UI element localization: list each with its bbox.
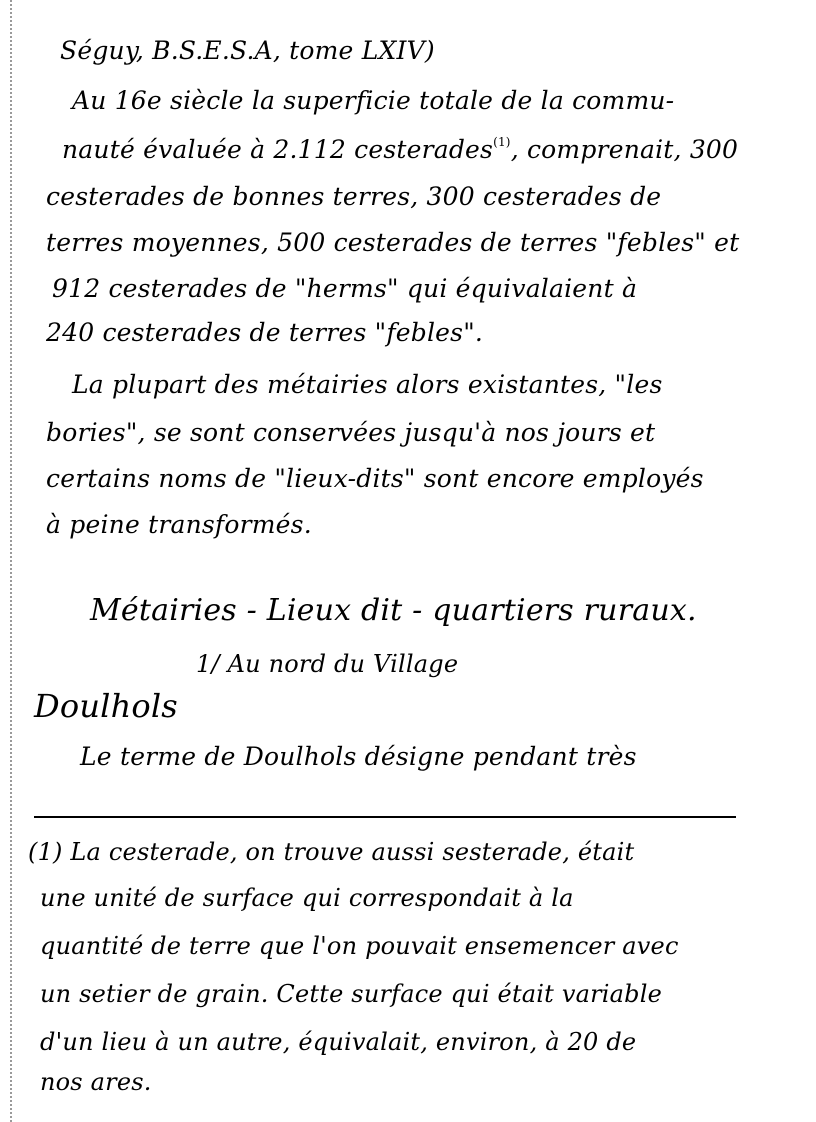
text-line-3-end: , comprenait, 300 bbox=[510, 135, 739, 164]
text-line-2: Au 16e siècle la superficie totale de la commu- bbox=[72, 86, 675, 115]
text-line-7: 240 cesterades de terres "febles". bbox=[46, 318, 484, 347]
footnote-separator bbox=[34, 816, 736, 818]
text-line-8: La plupart des métairies alors existantes, "les bbox=[72, 370, 663, 399]
text-line-1: Séguy, B.S.E.S.A, tome LXIV) bbox=[60, 36, 435, 65]
footnote-line-5: d'un lieu à un autre, équivalait, environ, à 20 de bbox=[40, 1028, 637, 1056]
text-line-3 bbox=[62, 136, 738, 162]
entry-title: Doulhols bbox=[34, 687, 178, 725]
footnote-line-2: une unité de surface qui correspondait à la bbox=[40, 884, 574, 912]
footnote-line-1: (1) La cesterade, on trouve aussi sesterade, était bbox=[28, 838, 635, 866]
text-line-5: terres moyennes, 500 cesterades de terres "febles" et bbox=[46, 228, 740, 257]
text-line-3-start: nauté évaluée à 2.112 cesterades bbox=[62, 135, 494, 164]
footnote-line-4: un setier de grain. Cette surface qui était variable bbox=[40, 980, 663, 1008]
footnote-line-6: nos ares. bbox=[40, 1068, 152, 1096]
footnote-reference: (1) bbox=[493, 135, 511, 149]
text-line-11: à peine transformés. bbox=[46, 510, 312, 539]
text-line-10: certains noms de "lieux-dits" sont encore employés bbox=[46, 464, 704, 493]
section-heading: Métairies - Lieux dit - quartiers ruraux. bbox=[90, 593, 697, 628]
dotted-margin-line bbox=[10, 0, 12, 1122]
entry-text: Le terme de Doulhols désigne pendant très bbox=[80, 742, 637, 771]
text-line-4: cesterades de bonnes terres, 300 cesterades de bbox=[46, 182, 662, 211]
footnote-line-3: quantité de terre que l'on pouvait ensemencer avec bbox=[40, 932, 679, 960]
section-subheading: 1/ Au nord du Village bbox=[196, 650, 459, 678]
text-line-6: 912 cesterades de "herms" qui équivalaient à bbox=[52, 274, 638, 303]
text-line-9: bories", se sont conservées jusqu'à nos jours et bbox=[46, 418, 656, 447]
